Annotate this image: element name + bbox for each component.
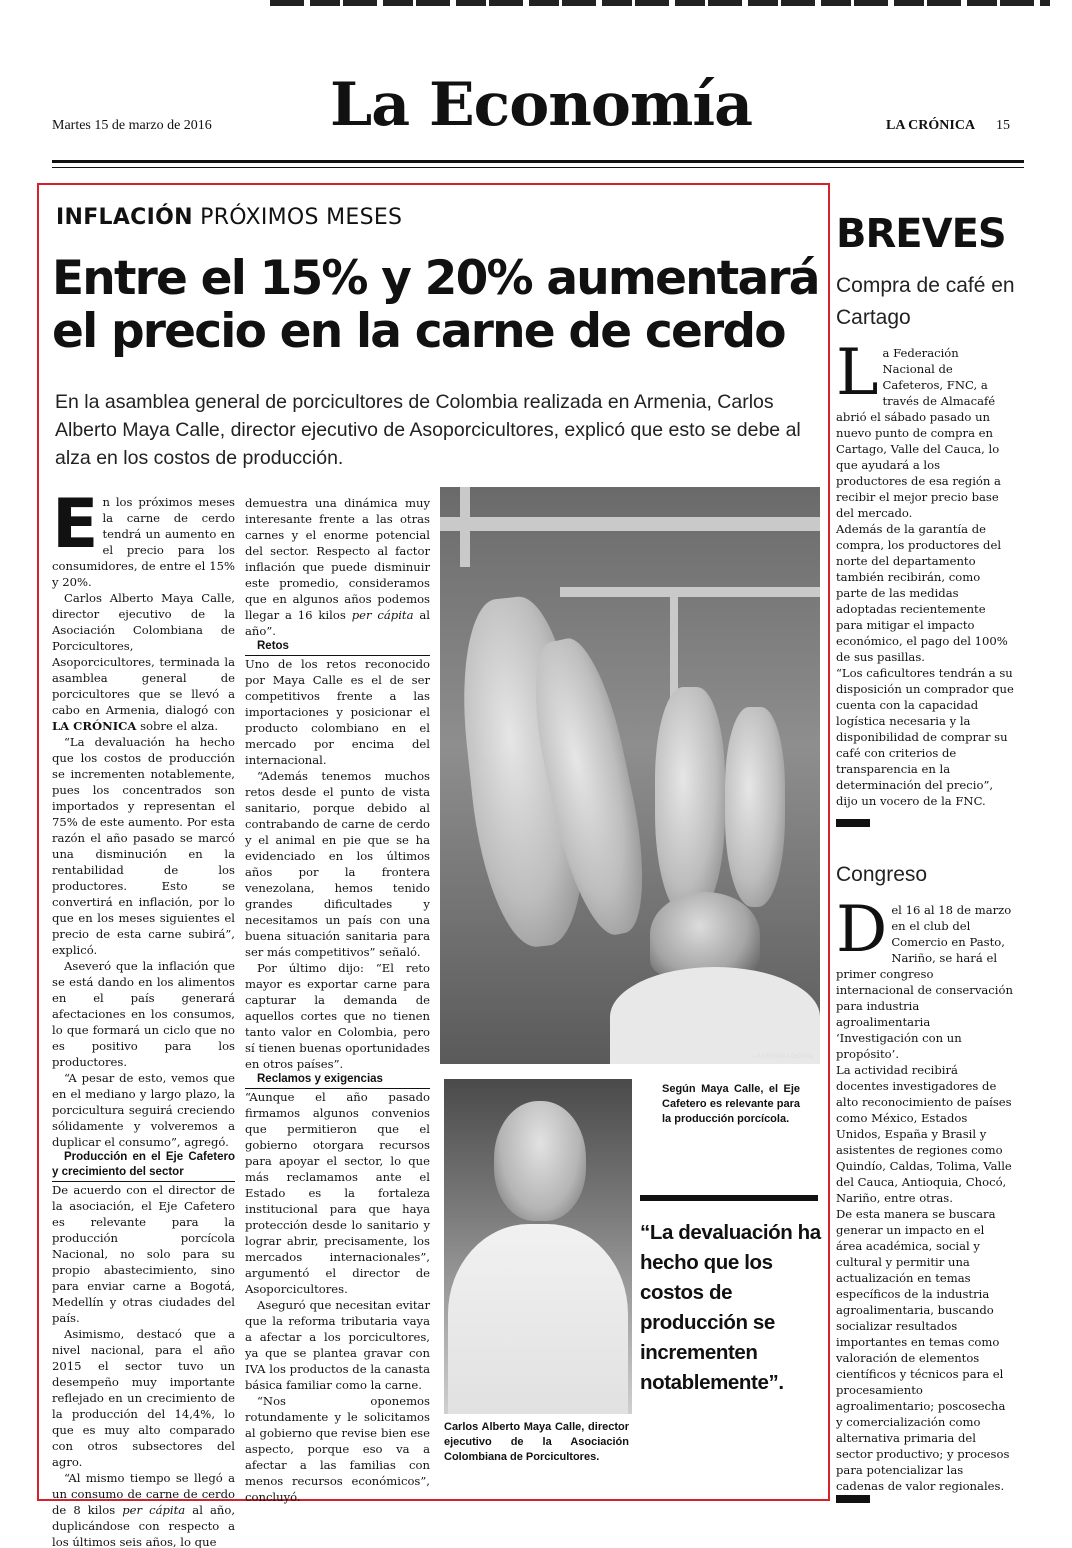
paragraph: “A pesar de esto, vemos que en el mediano y largo plazo, la porcicultura seguirá creciendo sólidamente y volveremos a duplicar el consumo”, agregó.	[52, 1071, 235, 1149]
subheading: Producción en el Eje Cafetero y crecimiento del sector	[52, 1150, 235, 1182]
brief-heading-congreso: Congreso	[836, 863, 928, 886]
pig-carcass	[725, 707, 785, 907]
portrait-head	[494, 1101, 586, 1221]
issue-date: Martes 15 de marzo de 2016	[52, 118, 212, 133]
paragraph: “Los caficultores tendrán a su disposición un comprador que cuenta con la capacidad logística necesaria y la disponibilidad de comprar su café con criterios de transparencia en la determinación del precio”, dijo un vocero de la FNC.	[836, 666, 1014, 808]
header-rule-thin	[52, 167, 1024, 168]
paragraph: La Federación Nacional de Cafeteros, FNC, a través de Almacafé abrió el sábado pasado un nuevo punto de compra en Cartago, Valle del Cauca, lo que ayudará a los productores de esa región a recibir el mejor precio base del mercado.	[836, 336, 1001, 520]
rail-beam	[560, 587, 820, 597]
article-kicker	[56, 205, 402, 230]
kicker-subtopic: PRÓXIMOS MESES	[200, 205, 403, 230]
rail-beam	[440, 517, 820, 531]
paragraph: Además de la garantía de compra, los productores del norte del departamento también recibirán, como parte de las medidas adoptadas recientemente para mitigar el impacto económico, el pago del 100% de sus pasillas.	[836, 522, 1008, 664]
top-edge-mask	[270, 0, 1050, 6]
brief-end-rule	[836, 819, 870, 827]
worker-shoulders	[610, 967, 820, 1064]
paragraph: Asimismo, destacó que a nivel nacional, para el año 2015 el sector tuvo un desempeño muy importante reflejado en un crecimiento de la producción del 14,4%, lo que es muy alto comparado con otros subsectores del agro.	[52, 1327, 235, 1469]
article-column-1	[52, 485, 235, 1548]
photo-caption: Según Maya Calle, el Eje Cafetero es relevante para la producción porcícola.	[662, 1083, 800, 1125]
subheading: Reclamos y exigencias	[245, 1072, 430, 1089]
article-column-2	[245, 495, 430, 1505]
paragraph: Aseguró que necesitan evitar que la reforma tributaria vaya a afectar a los porcicultores, ya que se plantea gravar con IVA los productos de la canasta básica familiar como la carne.	[245, 1298, 430, 1392]
pullquote: “La devaluación ha hecho que los costos de producción se incrementen notablemente”.	[640, 1221, 821, 1394]
paragraph: En los próximos meses la carne de cerdo tendrá un aumento en el precio para los consumidores, de entre el 15% y 20%.	[52, 485, 235, 589]
portrait-caption: Carlos Alberto Maya Calle, director ejecutivo de la Asociación Colombiana de Porcicultores.	[444, 1421, 629, 1463]
paragraph: Uno de los retos reconocido por Maya Calle es el de ser competitivos frente a las importaciones y posicionar el producto colombiano en el mercado por encima del internacional.	[245, 657, 430, 767]
dropcap: L	[836, 336, 879, 410]
paragraph: “Nos oponemos rotundamente y le solicitamos al gobierno que revise bien ese aspecto, porque eso va a afectar a las familias con menos recursos económicos”, concluyó.	[245, 1394, 430, 1504]
kicker-topic: INFLACIÓN	[56, 205, 193, 230]
paragraph: demuestra una dinámica muy interesante frente a las otras carnes y el enorme potencial del sector. Respecto al factor inflación que puede disminuir este promedio, consideramos que en algunos años podemos llegar a 16 kilos per cápita al año”.	[245, 496, 430, 638]
paragraph: “Además tenemos muchos retos desde el punto de vista sanitario, porque debido al contrabando de carne de cerdo y el animal en pie que se ha evidenciado en los últimos años por la frontera venezolana, hemos tenido grandes dificultades y necesitamos un país con una buena situación sanitaria para ser más competitivos” señaló.	[245, 769, 430, 959]
pullquote-rule	[640, 1195, 818, 1201]
brief-heading-cafe: Compra de café en Cartago	[836, 274, 1015, 329]
section-title: La Economía	[330, 70, 753, 140]
brief-end-rule	[836, 1495, 870, 1503]
slaughterhouse-photo	[440, 487, 820, 1064]
photo-credit: LA CRÓNICA DIGITAL	[753, 1054, 814, 1060]
newspaper-mention: LA CRÓNICA	[52, 719, 137, 733]
subheading: Retos	[245, 639, 430, 656]
paragraph: Carlos Alberto Maya Calle, director ejecutivo de la Asociación Colombiana de Porcicultores, Asoporcicultores, terminada la asamblea general de porcicultores que se llevó a cabo en Armenia, dialogó con LA CRÓNICA sobre el alza.	[52, 591, 235, 733]
dropcap: D	[836, 893, 888, 967]
newspaper-name: LA CRÓNICA	[886, 118, 976, 133]
paragraph: De esta manera se buscara generar un impacto en el área académica, social y cultural y permitir una actualización en temas específicos de la industria agroalimentaria, buscando socializar resultados importantes en temas como valoración de elementos científicos y técnicos para el procesamiento agroalimentario; poscosecha y comercialización como alternativa primaria del sector productivo; y procesos para potencializar las cadenas de valor regionales.	[836, 1207, 1010, 1493]
paragraph: Por último dijo: “El reto mayor es exportar carne para capturar la demanda de aquellos cortes que no tienen tanto valor en Colombia, pero sí tienen buenas oportunidades en otros países”.	[245, 961, 430, 1071]
portrait-photo	[444, 1079, 632, 1414]
brief-text-congreso	[836, 893, 1014, 1494]
header-rule	[52, 160, 1024, 163]
breves-title: BREVES	[836, 211, 1006, 257]
article-deck: En la asamblea general de porcicultores de Colombia realizada en Armenia, Carlos Alberto Maya Calle, director ejecutivo de Asoporcicultores, explicó que esto se debe al alza en los costos de producción.	[55, 391, 801, 469]
paragraph: “La devaluación ha hecho que los costos de producción se incrementen notablemente, pues los concentrados son importados y representan el 75% de este aumento. Por esta razón el año pasado se marcó una disminución en la rentabilidad de los productores. Esto se convertirá en inflación, por lo que en los meses siguientes el precio de esta carne subirá”, explicó.	[52, 735, 235, 957]
brief-text-cafe	[836, 336, 1014, 809]
dropcap: E	[52, 485, 99, 564]
paragraph: La actividad recibirá docentes investigadores de alto reconocimiento de países como México, Estados Unidos, España y Brasil y asistentes de regiones como Quindío, Caldas, Tolima, Valle del Cauca, Antioquia, Chocó, Nariño, entre otras.	[836, 1063, 1012, 1205]
paragraph: De acuerdo con el director de la asociación, el Eje Cafetero es relevante para la producción porcícola Nacional, no solo para su propio abastecimiento, sino para enviar carne a Bogotá, Medellín y otras ciudades del país.	[52, 1183, 235, 1325]
paragraph: “Al mismo tiempo se llegó a un consumo de carne de cerdo de 8 kilos per cápita al año, duplicándose con respecto a los últimos seis años, lo que	[52, 1471, 235, 1548]
paragraph: Aseveró que la inflación que se está dando en los alimentos en el país generará afectaciones en los consumos, lo que formará un ciclo que no es positivo para los productores.	[52, 959, 235, 1069]
article-headline: Entre el 15% y 20% aumentará el precio en la carne de cerdo	[52, 251, 819, 359]
paragraph: Del 16 al 18 de marzo en el club del Comercio en Pasto, Nariño, se hará el primer congreso internacional de conservación para industria agroalimentaria ‘Investigación con un propósito’.	[836, 893, 1013, 1061]
portrait-shirt	[448, 1224, 628, 1414]
page-number: 15	[996, 118, 1010, 133]
rail-post	[460, 487, 470, 567]
paragraph: “Aunque el año pasado firmamos algunos convenios que permitieron que el gobierno otorgara recursos para apoyar el sector, lo que más reclamamos ante el Estado es la fortaleza institucional para que haya protección desde lo sanitario y lograr abrir, precisamente, los mercados internacionales”, argumentó el director de Asoporcicultores.	[245, 1090, 430, 1296]
worker-helmet	[650, 892, 760, 977]
pig-carcass	[655, 687, 725, 917]
